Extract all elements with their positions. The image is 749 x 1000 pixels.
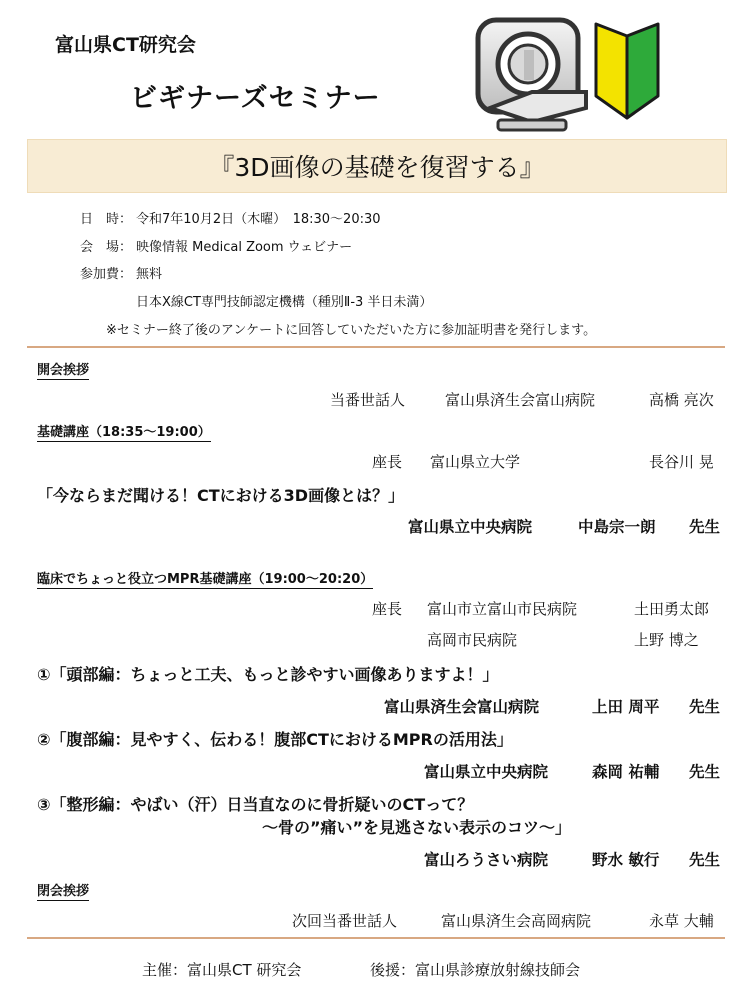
organization-name: 富山県CT研究会 — [55, 34, 196, 56]
opening-heading: 開会挨拶 — [37, 359, 89, 380]
host-text: 主催：富山県CT 研究会 — [142, 961, 302, 979]
closing-role: 次回当番世話人 — [292, 912, 398, 930]
closing-affiliation: 富山県済生会高岡病院 — [441, 912, 592, 930]
mpr-chair-2-name: 上野 博之 — [634, 631, 699, 649]
basic-talk-title: 「今ならまだ聞ける！CTにおける3D画像とは？」 — [37, 486, 405, 505]
mpr-talk-3-title-line2: 〜骨の”痛い”を見逃さない表示のコツ〜」 — [262, 818, 572, 837]
mpr-talk-3-speaker-name: 野水 敏行 — [592, 851, 660, 869]
mpr-lecture-heading: 臨床でちょっと役立つMPR基礎講座（19:00〜20:20） — [37, 568, 373, 589]
title-banner — [27, 139, 727, 193]
mpr-talk-1-title: ①「頭部編：ちょっと工夫、もっと診やすい画像ありますよ！」 — [37, 665, 499, 684]
basic-chair-label: 座長 — [372, 453, 403, 471]
venue-value: 映像情報 Medical Zoom ウェビナー — [136, 240, 353, 255]
mpr-talk-3-speaker-suffix: 先生 — [689, 851, 721, 869]
certificate-note: ※セミナー終了後のアンケートに回答していただいた方に参加証明書を発行します。 — [106, 323, 597, 338]
opening-role: 当番世話人 — [330, 391, 406, 409]
mpr-talk-3-title: ③「整形編：やばい（汗）日当直なのに骨折疑いのCTって？ — [37, 795, 474, 814]
mpr-chair-2-affiliation: 高岡市民病院 — [427, 631, 518, 649]
mpr-chair-label: 座長 — [372, 600, 403, 618]
basic-speaker-suffix: 先生 — [689, 518, 721, 536]
venue-label: 会 場： — [80, 240, 133, 255]
mpr-talk-3-speaker-affiliation: 富山ろうさい病院 — [424, 851, 549, 869]
mpr-chair-1-affiliation: 富山市立富山市民病院 — [427, 600, 578, 618]
seminar-name: ビギナーズセミナー — [130, 83, 381, 114]
beginner-mark-icon — [586, 20, 668, 120]
mpr-talk-2-speaker-suffix: 先生 — [689, 763, 721, 781]
mpr-talk-1-speaker-affiliation: 富山県済生会富山病院 — [384, 698, 540, 716]
basic-speaker-affiliation: 富山県立中央病院 — [408, 518, 533, 536]
date-label: 日 時： — [80, 212, 133, 227]
basic-chair-name: 長谷川 晃 — [649, 453, 714, 471]
divider-top — [27, 346, 725, 348]
certification-line: 日本X線CT専門技師認定機構（種別Ⅱ-3 半日未満） — [136, 295, 433, 310]
mpr-talk-2-title: ②「腹部編：見やすく、伝わる！腹部CTにおけるMPRの活用法」 — [37, 730, 513, 749]
ct-scanner-icon — [470, 12, 595, 137]
opening-name: 高橋 亮次 — [649, 391, 714, 409]
fee-label: 参加費： — [80, 267, 133, 282]
mpr-talk-1-speaker-name: 上田 周平 — [592, 698, 660, 716]
opening-affiliation: 富山県済生会富山病院 — [445, 391, 596, 409]
mpr-chair-1-name: 土田勇太郎 — [634, 600, 710, 618]
divider-bottom — [27, 937, 725, 939]
fee-value: 無料 — [136, 267, 163, 282]
support-text: 後援：富山県診療放射線技師会 — [370, 961, 581, 979]
mpr-talk-2-speaker-name: 森岡 祐輔 — [592, 763, 660, 781]
closing-heading: 閉会挨拶 — [37, 880, 89, 901]
basic-lecture-heading: 基礎講座（18:35〜19:00） — [37, 421, 211, 442]
mpr-talk-2-speaker-affiliation: 富山県立中央病院 — [424, 763, 549, 781]
basic-chair-affiliation: 富山県立大学 — [430, 453, 521, 471]
basic-speaker-name: 中島宗一朗 — [578, 518, 656, 536]
closing-name: 永草 大輔 — [649, 912, 714, 930]
mpr-talk-1-speaker-suffix: 先生 — [689, 698, 721, 716]
seminar-title: 『3D画像の基礎を復習する』 — [209, 153, 545, 182]
date-value: 令和7年10月2日（木曜） 18:30〜20:30 — [136, 212, 381, 227]
